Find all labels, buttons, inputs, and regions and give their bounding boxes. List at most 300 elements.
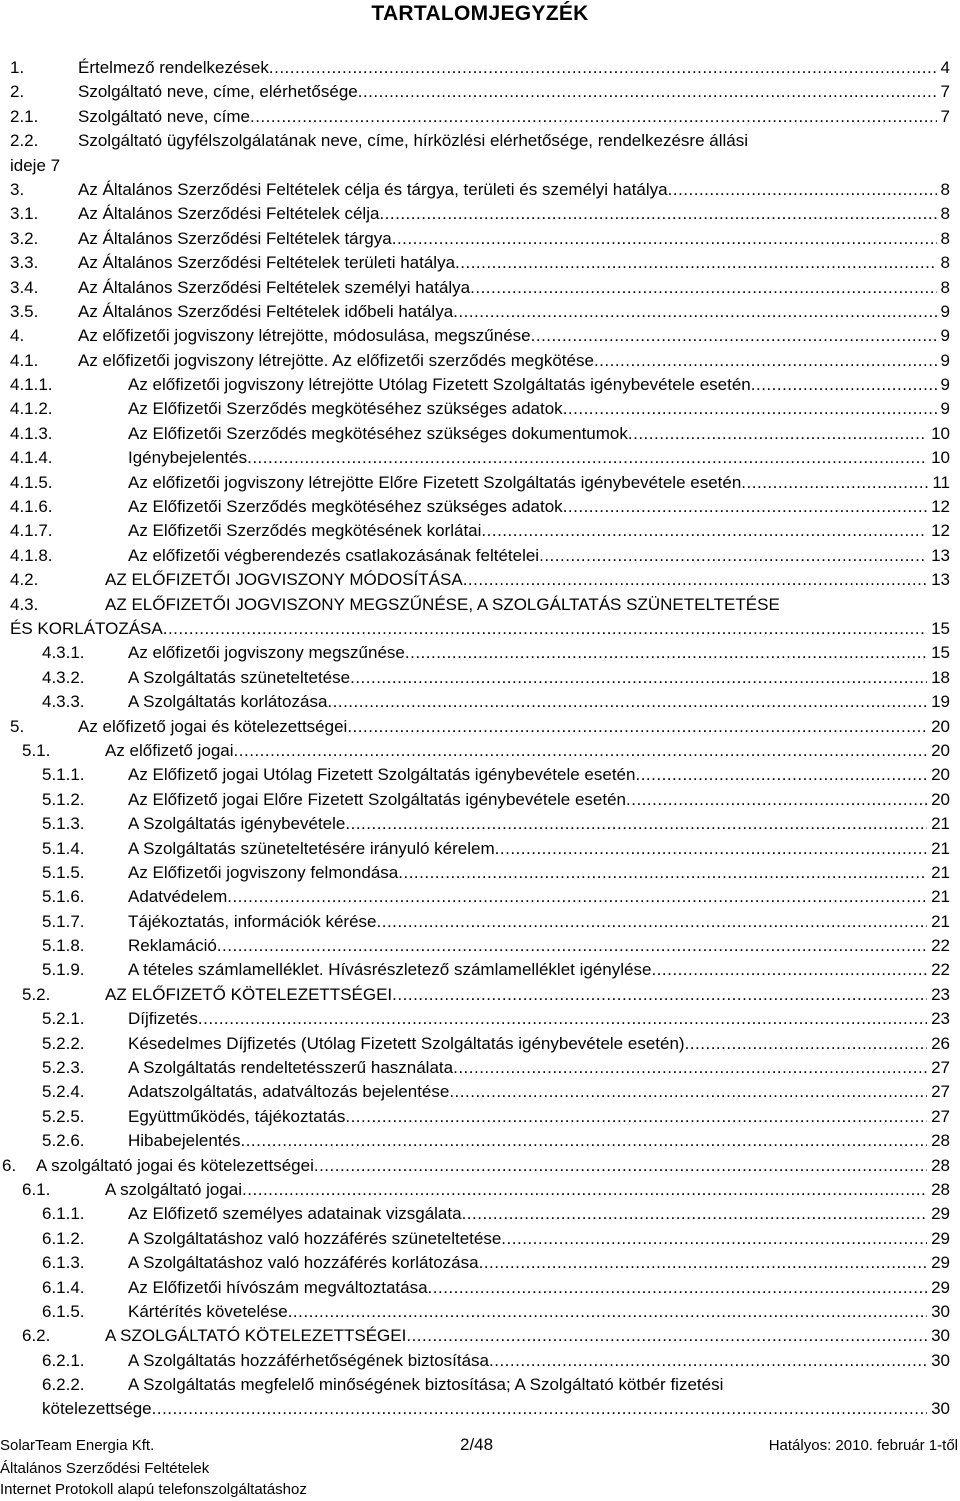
toc-entry [0, 568, 960, 592]
toc-entry-leader-line [128, 763, 950, 787]
toc-entry-continuation [0, 154, 960, 178]
toc-entry-number: 4.1.2. [10, 399, 53, 419]
toc-entry-title: Együttműködés, tájékoztatás [128, 1106, 346, 1126]
toc-entry-page: 28 [931, 1179, 950, 1199]
toc-dot-leader [217, 934, 927, 958]
toc-entry [0, 983, 960, 1007]
toc-entry-leader-line [105, 1178, 950, 1202]
toc-dot-leader [152, 1397, 927, 1421]
toc-entry-number: 6.2.2. [42, 1375, 85, 1395]
toc-entry [0, 934, 960, 958]
toc-entry [0, 958, 960, 982]
toc-dot-leader [479, 1251, 927, 1275]
toc-entry-continuation [0, 1397, 960, 1421]
toc-dot-leader [398, 861, 927, 885]
toc-dot-leader [751, 373, 937, 397]
toc-entry-title: AZ ELŐFIZETŐI JOGVISZONY MÓDOSÍTÁSA [105, 570, 463, 590]
toc-dot-leader [250, 105, 937, 129]
toc-entry-title: Díjfizetés [128, 1009, 198, 1029]
toc-entry-title: A szolgáltató jogai [105, 1179, 243, 1199]
toc-dot-leader [345, 812, 927, 836]
toc-dot-leader [489, 1349, 927, 1373]
toc-entry-title: Reklamáció [128, 936, 217, 956]
toc-entry [0, 1276, 960, 1300]
toc-entry-leader-line [128, 910, 950, 934]
toc-entry-page: 12 [931, 521, 950, 541]
toc-entry [0, 1105, 960, 1129]
toc-entry-page: 27 [931, 1106, 950, 1126]
toc-entry-leader-line [128, 422, 950, 446]
toc-dot-leader [379, 202, 936, 226]
toc-entry-leader-line [128, 788, 950, 812]
toc-entry-leader-line [128, 666, 950, 690]
toc-entry [0, 1324, 960, 1348]
toc-dot-leader [247, 446, 927, 470]
toc-entry [0, 1080, 960, 1104]
toc-entry-leader-line [78, 300, 950, 324]
toc-dot-leader [377, 910, 928, 934]
toc-entry-leader-line [128, 958, 950, 982]
toc-dot-leader [463, 568, 927, 592]
toc-entry-leader-line [128, 861, 950, 885]
toc-entry-number: 3.3. [10, 253, 39, 273]
toc-entry-page: 20 [931, 716, 950, 736]
toc-entry [0, 1300, 960, 1324]
toc-entry [0, 446, 960, 470]
toc-entry [0, 1251, 960, 1275]
toc-dot-leader [240, 1129, 927, 1153]
toc-entry-page: 22 [931, 960, 950, 980]
toc-entry-page: 28 [931, 1131, 950, 1151]
toc-entry-title: A Szolgáltatás korlátozása [128, 692, 328, 712]
toc-entry-page: 21 [931, 887, 950, 907]
toc-entry-title: Adatszolgáltatás, adatváltozás bejelentése [128, 1082, 450, 1102]
toc-entry-leader-line [128, 519, 950, 543]
toc-entry-title: Az Általános Szerződési Feltételek személyi hatálya [78, 277, 471, 297]
toc-entry [0, 885, 960, 909]
toc-dot-leader [563, 495, 927, 519]
toc-dot-leader [635, 763, 927, 787]
toc-entry-page: 18 [931, 667, 950, 687]
toc-dot-leader [428, 1276, 928, 1300]
toc-entry-title: Az Általános Szerződési Feltételek tárgya [78, 228, 392, 248]
toc-entry-title: Szolgáltató neve, címe [78, 106, 250, 126]
toc-entry-page: 13 [931, 570, 950, 590]
toc-entry-page: 29 [931, 1204, 950, 1224]
toc-entry [0, 1032, 960, 1056]
toc-entry-title: Az Előfizető jogai Utólag Fizetett Szolgáltatás igénybevétele esetén [128, 765, 636, 785]
toc-dot-leader [501, 1227, 927, 1251]
toc-entry-leader-line [78, 251, 950, 275]
toc-entry-page: 10 [931, 448, 950, 468]
toc-entry-leader-line [78, 349, 950, 373]
toc-entry-number: 3.5. [10, 301, 39, 321]
toc-entry-title: Tájékoztatás, információk kérése [128, 911, 377, 931]
toc-entry-page: 21 [931, 862, 950, 882]
toc-entry-number: 1. [10, 58, 25, 77]
toc-entry-page: 8 [940, 277, 950, 297]
toc-entry [0, 910, 960, 934]
toc-dot-leader [227, 885, 927, 909]
toc-entry-leader-line [128, 934, 950, 958]
toc-dot-leader [347, 715, 927, 739]
toc-dot-leader [651, 958, 927, 982]
toc-entry-title: A Szolgáltatás szüneteltetése [128, 667, 351, 687]
toc-entry-page: 8 [940, 179, 950, 199]
toc-entry-title: Az Általános Szerződési Feltételek időbeli hatálya [78, 301, 454, 321]
toc-entry-number: 5.2. [22, 984, 51, 1004]
toc-entry [0, 471, 960, 495]
toc-entry-title: A Szolgáltatáshoz való hozzáférés korlátozása [128, 1253, 479, 1273]
toc-entry-title: AZ ELŐFIZETŐI JOGVISZONY MEGSZŰNÉSE, A SZOLGÁLTATÁS SZÜNETELTETÉSE [105, 594, 780, 614]
toc-entry-leader-line [128, 837, 950, 861]
toc-dot-leader [539, 544, 927, 568]
toc-entry-page: 4 [940, 58, 950, 77]
toc-entry-number: 5.2.6. [42, 1131, 85, 1151]
toc-dot-leader [198, 1007, 927, 1031]
toc-dot-leader [668, 178, 937, 202]
toc-dot-leader [563, 397, 937, 421]
toc-entry-leader-line [128, 1105, 950, 1129]
footer-line-1 [0, 1437, 960, 1459]
toc-entry [0, 397, 960, 421]
toc-entry-page: 20 [931, 740, 950, 760]
toc-entry [0, 56, 960, 80]
toc-entry-title: Az Előfizetői Szerződés megkötéséhez szükséges dokumentumok [128, 423, 628, 443]
toc-entry-continuation [0, 617, 960, 641]
toc-entry-title: A Szolgáltatás megfelelő minőségének biztosítása; A Szolgáltató kötbér fizetési [128, 1375, 724, 1395]
toc-entry-page: 28 [931, 1155, 950, 1175]
toc-entry-title: A Szolgáltatás hozzáférhetőségének biztosítása [128, 1350, 490, 1370]
toc-entry-number: 5.2.4. [42, 1082, 85, 1102]
toc-entry-title: Adatvédelem [128, 887, 228, 907]
toc-entry [0, 1373, 960, 1397]
toc-entry [0, 763, 960, 787]
toc-entry-number: 6.1.2. [42, 1228, 85, 1248]
toc-entry-title: Az Előfizetői Szerződés megkötésének korlátai [128, 521, 482, 541]
toc-dot-leader [314, 1154, 927, 1178]
toc-entry-number: 3.1. [10, 204, 39, 224]
toc-entry-number: 6.1.1. [42, 1204, 85, 1224]
toc-dot-leader [594, 349, 937, 373]
toc-entry-title: Szolgáltató ügyfélszolgálatának neve, címe, hírközlési elérhetősége, rendelkezésre állási [78, 131, 748, 151]
toc-entry [0, 324, 960, 348]
toc-dot-leader [449, 1080, 927, 1104]
toc-entry-number: 5.1.4. [42, 838, 85, 858]
footer-effective-date: Hatályos: 2010. február 1-től [768, 1437, 958, 1454]
toc-entry-page: 30 [931, 1399, 950, 1419]
toc-entry [0, 641, 960, 665]
toc-entry-number: 4.1.6. [10, 497, 53, 517]
toc-entry-page: 13 [931, 545, 950, 565]
toc-entry-number: 5.1.7. [42, 911, 85, 931]
toc-entry-title: A Szolgáltatás rendeltetésszerű használata [128, 1058, 454, 1078]
toc-entry [0, 715, 960, 739]
toc-entry-title: A SZOLGÁLTATÓ KÖTELEZETTSÉGEI [105, 1326, 407, 1346]
toc-entry-page: 9 [940, 301, 950, 321]
toc-entry-leader-line [78, 276, 950, 300]
toc-dot-leader [455, 251, 937, 275]
toc-entry-title: Az Előfizetői Szerződés megkötéséhez szükséges adatok [128, 399, 563, 419]
toc-dot-leader [345, 1105, 927, 1129]
toc-entry [0, 178, 960, 202]
toc-entry-title: Késedelmes Díjfizetés (Utólag Fizetett Szolgáltatás igénybevétele esetén) [128, 1033, 685, 1053]
toc-entry-page: 8 [940, 228, 950, 248]
toc-entry-leader-line [128, 885, 950, 909]
toc-entry-leader-line [42, 1397, 950, 1421]
toc-entry [0, 300, 960, 324]
toc-entry-page: 29 [931, 1253, 950, 1273]
toc-dot-leader [327, 690, 927, 714]
toc-entry-leader-line [128, 446, 950, 470]
toc-entry-page: 9 [940, 375, 950, 395]
toc-entry-number: 3.2. [10, 228, 39, 248]
toc-entry [0, 1007, 960, 1031]
toc-entry-page: 27 [931, 1058, 950, 1078]
toc-dot-leader [531, 324, 937, 348]
toc-entry-leader-line [105, 568, 950, 592]
toc-entry-number: 6. [2, 1155, 17, 1175]
toc-dot-leader [234, 739, 928, 763]
toc-dot-leader [358, 80, 937, 104]
toc-entry-title: Az előfizető jogai [105, 740, 234, 760]
toc-entry-title: Az előfizetői jogviszony létrejötte. Az előfizetői szerződés megkötése [78, 350, 594, 370]
toc-entry-leader-line [128, 690, 950, 714]
toc-entry-page: 10 [931, 423, 950, 443]
toc-entry-page: 11 [932, 472, 950, 492]
toc-entry-leader-line [128, 1349, 950, 1373]
toc-entry-title: Értelmező rendelkezések [78, 58, 269, 77]
toc-entry-title: Az Általános Szerződési Feltételek területi hatálya [78, 253, 456, 273]
toc-entry [0, 519, 960, 543]
toc-entry-number: 5.1.1. [42, 765, 85, 785]
toc-entry [0, 276, 960, 300]
toc-entry-page: 30 [931, 1350, 950, 1370]
toc-entry-leader-line [128, 1007, 950, 1031]
toc-entry-page: 21 [931, 911, 950, 931]
toc-entry-leader-line [78, 324, 950, 348]
toc-entry-number: 4.1.7. [10, 521, 53, 541]
toc-entry-page: 30 [931, 1301, 950, 1321]
toc-entry-number: 5.2.3. [42, 1058, 85, 1078]
toc-entry-leader-line [128, 1080, 950, 1104]
toc-entry-page: 21 [931, 814, 950, 834]
toc-entry-number: 5.1.6. [42, 887, 85, 907]
toc-entry [0, 495, 960, 519]
toc-entry-number: 2.1. [10, 106, 39, 126]
toc-dot-leader [163, 617, 927, 641]
toc-entry [0, 666, 960, 690]
toc-entry-page: 21 [931, 838, 950, 858]
toc-dot-leader [392, 983, 927, 1007]
toc-dot-leader [741, 471, 928, 495]
footer-company: SolarTeam Energia Kft. [0, 1437, 155, 1454]
toc-entry [0, 690, 960, 714]
toc-entry-number: 3.4. [10, 277, 39, 297]
toc-entry-page: 9 [940, 399, 950, 419]
toc-entry [0, 1227, 960, 1251]
toc-entry-number: 5. [10, 716, 25, 736]
toc-entry-title: A Szolgáltatáshoz való hozzáférés szüneteltetése [128, 1228, 502, 1248]
toc-entry-number: 6.1. [22, 1179, 51, 1199]
toc-entry-leader-line [128, 495, 950, 519]
toc-entry-title: Az Általános Szerződési Feltételek célja [78, 204, 380, 224]
toc-entry-leader-line [78, 80, 950, 104]
toc-entry-page: 23 [931, 1009, 950, 1029]
toc-dot-leader [453, 300, 936, 324]
toc-entry [0, 1129, 960, 1153]
toc-entry [0, 80, 960, 104]
toc-entry-leader-line [105, 983, 950, 1007]
toc-entry [0, 422, 960, 446]
toc-dot-leader [462, 1202, 928, 1226]
toc-entry-title: Az előfizetői jogviszony létrejötte Utólag Fizetett Szolgáltatás igénybevétele esetén [128, 375, 751, 395]
toc-entry-leader-line [128, 1056, 950, 1080]
toc-entry-leader-line [128, 1032, 950, 1056]
toc-entry-leader-line [78, 105, 950, 129]
toc-entry-page: 9 [940, 350, 950, 370]
toc-entry-leader-line [128, 1251, 950, 1275]
toc-entry-title: A tételes számlamelléklet. Hívásrészletező számlamelléklet igénylése [128, 960, 652, 980]
toc-entry-leader-line [78, 715, 950, 739]
toc-entry-leader-line [128, 397, 950, 421]
toc-entry-title: Az Előfizetői hívószám megváltoztatása [128, 1277, 428, 1297]
toc-entry-page: 8 [940, 253, 950, 273]
toc-entry [0, 227, 960, 251]
toc-entry-page: 19 [931, 692, 950, 712]
toc-entry-title: Az előfizető jogai és kötelezettségei [78, 716, 348, 736]
toc-entry-page: 23 [931, 984, 950, 1004]
toc-entry [0, 1154, 960, 1178]
footer-doc-subtitle: Internet Protokoll alapú telefonszolgáltatáshoz [0, 1481, 307, 1498]
toc-dot-leader [495, 837, 927, 861]
toc-entry-page: 8 [940, 204, 950, 224]
toc-entry-page: 29 [931, 1277, 950, 1297]
toc-entry [0, 544, 960, 568]
toc-entry-title: Az előfizetői jogviszony létrejötte Előre Fizetett Szolgáltatás igénybevétele esetén [128, 472, 742, 492]
toc-entry-page: 29 [931, 1228, 950, 1248]
toc-entry-leader-line [78, 178, 950, 202]
toc-entry-title: Igénybejelentés [128, 448, 248, 468]
toc-entry-title: Az Általános Szerződési Feltételek célja és tárgya, területi és személyi hatálya [78, 179, 668, 199]
toc-entry [0, 1349, 960, 1373]
toc-entry-leader-line [78, 227, 950, 251]
toc-entry-number: 5.1.9. [42, 960, 85, 980]
toc-entry-title: Hibabejelentés [128, 1131, 241, 1151]
toc-entry-leader-line [78, 56, 950, 80]
toc-entry-number: 2.2. [10, 131, 39, 151]
toc-entry [0, 373, 960, 397]
toc-entry-page: 9 [940, 326, 950, 346]
toc-entry-title: Az Előfizetői Szerződés megkötéséhez szükséges adatok [128, 497, 563, 517]
toc-entry-page: 12 [931, 497, 950, 517]
toc-dot-leader [406, 1324, 927, 1348]
toc-entry [0, 129, 960, 153]
toc-entry [0, 202, 960, 226]
toc-entry-number: 5.1.8. [42, 936, 85, 956]
toc-entry-title-continuation: ÉS KORLÁTOZÁSA [10, 618, 163, 638]
toc-entry-leader-line [128, 641, 950, 665]
toc-entry-number: 5.2.1. [42, 1009, 85, 1029]
toc-entry-title: Az előfizetői jogviszony létrejötte, módosulása, megszűnése [78, 326, 531, 346]
toc-entry-leader-line [128, 812, 950, 836]
toc-entry-leader-line [128, 373, 950, 397]
toc-entry [0, 251, 960, 275]
toc-entry-number: 5.2.2. [42, 1033, 85, 1053]
toc-dot-leader [392, 227, 937, 251]
toc-entry [0, 861, 960, 885]
toc-entry [0, 837, 960, 861]
toc-entry-title: Az Előfizetői jogviszony felmondása [128, 862, 399, 882]
toc-entry-number: 4.1.4. [10, 448, 53, 468]
toc-entry-number: 6.2. [22, 1326, 51, 1346]
toc-entry-page: 7 [940, 106, 950, 126]
toc-entry-page: 20 [931, 789, 950, 809]
toc-entry-number: 4.1. [10, 350, 39, 370]
toc-dot-leader [685, 1032, 928, 1056]
toc-entry-leader-line [78, 202, 950, 226]
toc-entry-leader-line [128, 471, 950, 495]
toc-entry-number: 4. [10, 326, 25, 346]
toc-entry [0, 349, 960, 373]
toc-entry [0, 1202, 960, 1226]
toc-entry-leader-line [128, 1227, 950, 1251]
toc-entry-number: 6.1.5. [42, 1301, 85, 1321]
toc-entry-page: 26 [931, 1033, 950, 1053]
page-title: TARTALOMJEGYZÉK [371, 2, 589, 25]
toc-entry-page: 15 [931, 618, 950, 638]
toc-dot-leader [626, 788, 927, 812]
toc-entry-number: 5.2.5. [42, 1106, 85, 1126]
toc-entry-title-continuation: ideje 7 [10, 155, 61, 175]
toc-entry-title: Kártérítés követelése [128, 1301, 288, 1321]
toc-entry-page: 30 [931, 1326, 950, 1346]
toc-entry-title: Az Előfizető jogai Előre Fizetett Szolgáltatás igénybevétele esetén [128, 789, 627, 809]
toc-entry-number: 4.3.3. [42, 692, 85, 712]
toc-entry-title: AZ ELŐFIZETŐ KÖTELEZETTSÉGEI [105, 984, 393, 1004]
toc-dot-leader [288, 1300, 927, 1324]
toc-entry-leader-line [128, 544, 950, 568]
toc-entry-leader-line [128, 1300, 950, 1324]
toc-entry [0, 788, 960, 812]
toc-entry-page: 7 [940, 82, 950, 102]
toc-entry-page: 15 [931, 643, 950, 663]
toc-entry [0, 105, 960, 129]
toc-entry-number: 4.2. [10, 570, 39, 590]
toc-dot-leader [269, 56, 937, 80]
toc-entry-title: A szolgáltató jogai és kötelezettségei [36, 1155, 314, 1175]
toc-dot-leader [628, 422, 927, 446]
toc-entry-page: 22 [931, 936, 950, 956]
toc-dot-leader [350, 666, 927, 690]
toc-entry-number: 6.1.3. [42, 1253, 85, 1273]
toc-entry-number: 2. [10, 82, 25, 102]
toc-dot-leader [453, 1056, 927, 1080]
toc-entry-leader-line [10, 617, 950, 641]
toc-dot-leader [470, 276, 936, 300]
toc-entry-number: 4.3. [10, 594, 39, 614]
toc-entry-title: Az előfizetői végberendezés csatlakozásának feltételei [128, 545, 540, 565]
toc-entry-title: Az előfizetői jogviszony megszűnése [128, 643, 405, 663]
toc-entry-title: Az Előfizető személyes adatainak vizsgálata [128, 1204, 462, 1224]
toc-entry [0, 812, 960, 836]
toc-entry [0, 1178, 960, 1202]
toc-dot-leader [481, 519, 927, 543]
toc-entry-number: 5.1.2. [42, 789, 85, 809]
toc-entry-number: 4.3.1. [42, 643, 85, 663]
toc-entry [0, 739, 960, 763]
toc-entry-number: 4.1.1. [10, 375, 53, 395]
